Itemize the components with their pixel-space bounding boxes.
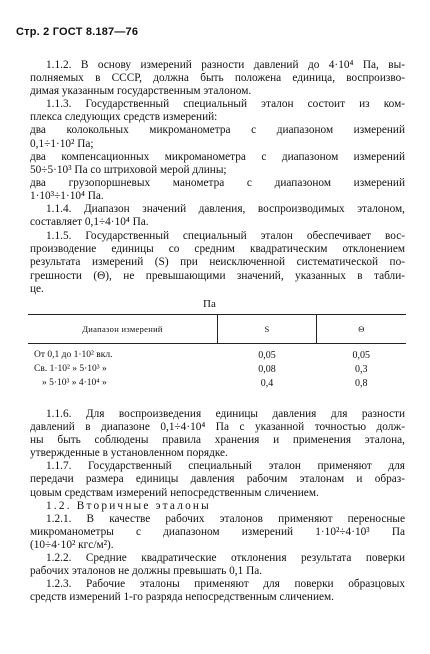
- para-1-1-4: 1.1.4. Диапазон значений давления, воспроизводимых эталоном, составляет 0,1÷4·10⁴ Па.: [30, 203, 405, 229]
- accuracy-table: [28, 314, 406, 390]
- para-1-1-6-line-1: 1.1.6. Для воспроизведения единицы давления для разности: [46, 408, 405, 420]
- para-1-1-6-line-4: утвержденные в установленном порядке.: [30, 447, 228, 460]
- table-cell-range: Св. 1·10² » 5·10³ »: [34, 364, 107, 374]
- table-unit-label: Па: [203, 298, 216, 310]
- para-1-2-1-line-3: (10÷4·10² кгс/м²).: [30, 538, 114, 551]
- table-row: [28, 362, 406, 376]
- upper-text-block: [30, 59, 405, 296]
- section-heading-1-2: 1.2. Вторичные эталоны: [46, 499, 211, 512]
- para-1-2-3-line-2: средств измерений 1-го разряда непосредственным сличением.: [30, 591, 334, 604]
- para-1-1-7-line-3: цовым средствам измерений непосредственным сличением.: [30, 486, 319, 499]
- para-1-1-3-line-4: 0,1÷1·10² Па;: [30, 137, 94, 150]
- table-cell-theta: 0,3: [355, 363, 368, 375]
- table-cell-s: 0,08: [258, 363, 276, 375]
- page-header: Стр. 2 ГОСТ 8.187—76: [16, 26, 139, 38]
- para-1-1-3-line-1: 1.1.3. Государственный специальный эталон состоит из ком-: [46, 98, 405, 111]
- table-header-s: S: [218, 315, 317, 344]
- table-header-range: Диапазон измерений: [28, 315, 218, 344]
- table-row: [28, 344, 406, 363]
- table-cell-s: 0,4: [260, 377, 274, 389]
- para-1-1-6-line-3: ны быть соблюдены правила хранения и применения эталона,: [30, 434, 405, 447]
- para-1-1-7-line-1: 1.1.7. Государственный специальный эталон применяют для: [46, 460, 405, 473]
- para-1-1-2-line-2: полняемых в СССР, должна быть положена единица, воспроизво-: [30, 72, 405, 85]
- lower-text-block: [30, 408, 405, 604]
- para-1-1-7-line-2: передачи размера единицы давления рабочим эталонам и образ-: [30, 473, 405, 486]
- table-header-theta: Θ: [317, 315, 407, 344]
- para-1-1-3-line-5: два компенсационных микроманометра с диапазоном измерений: [30, 150, 405, 163]
- para-1-1-3-line-7: два грузопоршневых манометра с диапазоном измерений: [30, 176, 405, 189]
- table-cell-theta: 0,8: [355, 377, 368, 389]
- para-1-1-5-line-5: це.: [30, 282, 44, 295]
- table-header-row: [28, 315, 406, 344]
- para-1-1-2-line-3: димая указанным государственным эталоном.: [30, 85, 252, 98]
- para-1-1-3-line-3: два колокольных микроманометра с диапазоном измерений: [30, 124, 405, 137]
- para-1-1-5-line-2: производение единицы со средним квадратическим отклонением: [30, 243, 405, 256]
- para-1-1-3-line-2: плекса следующих средств измерений:: [30, 111, 218, 124]
- para-1-2-1-line-1: 1.2.1. В качестве рабочих эталонов применяют переносные: [46, 512, 405, 525]
- table-row: [28, 376, 406, 390]
- para-1-1-5-line-3: результата измерений (S) при неисключенной систематической по-: [30, 256, 405, 269]
- para-1-2-3-line-1: 1.2.3. Рабочие эталоны применяют для поверки образцовых: [46, 578, 405, 591]
- para-1-1-6-line-2: давлений в диапазоне 0,1÷4·10⁴ Па с указанной точностью долж-: [30, 421, 405, 434]
- para-1-2-1-line-2: микроманометры с диапазоном измерений 1·10²÷4·10³ Па: [30, 525, 405, 538]
- para-1-2-2-line-2: рабочих эталонов не должны превышать 0,1 Па.: [30, 565, 263, 578]
- para-1-1-3-line-8: 1·10³÷1·10⁴ Па.: [30, 189, 104, 202]
- table-cell-theta: 0,05: [352, 349, 370, 361]
- table-cell-range: » 5·10³ » 4·10⁴ »: [42, 378, 107, 388]
- para-1-1-3-line-6: 50÷5·10³ Па со штриховой мерой длины;: [30, 163, 227, 176]
- para-1-1-5-line-1: 1.1.5. Государственный специальный эталон обеспечивает вос-: [46, 230, 405, 243]
- table-cell-range: От 0,1 до 1·10² вкл.: [34, 350, 113, 360]
- para-1-1-5-line-4: грешности (Θ), не превышающими значений, указанных в табли-: [30, 269, 405, 282]
- para-1-1-2-line-1: 1.1.2. В основу измерений разности давлений до 4·10⁴ Па, вы-: [46, 59, 405, 71]
- para-1-2-2-line-1: 1.2.2. Средние квадратические отклонения результата поверки: [46, 552, 405, 565]
- table-cell-s: 0,05: [258, 349, 276, 361]
